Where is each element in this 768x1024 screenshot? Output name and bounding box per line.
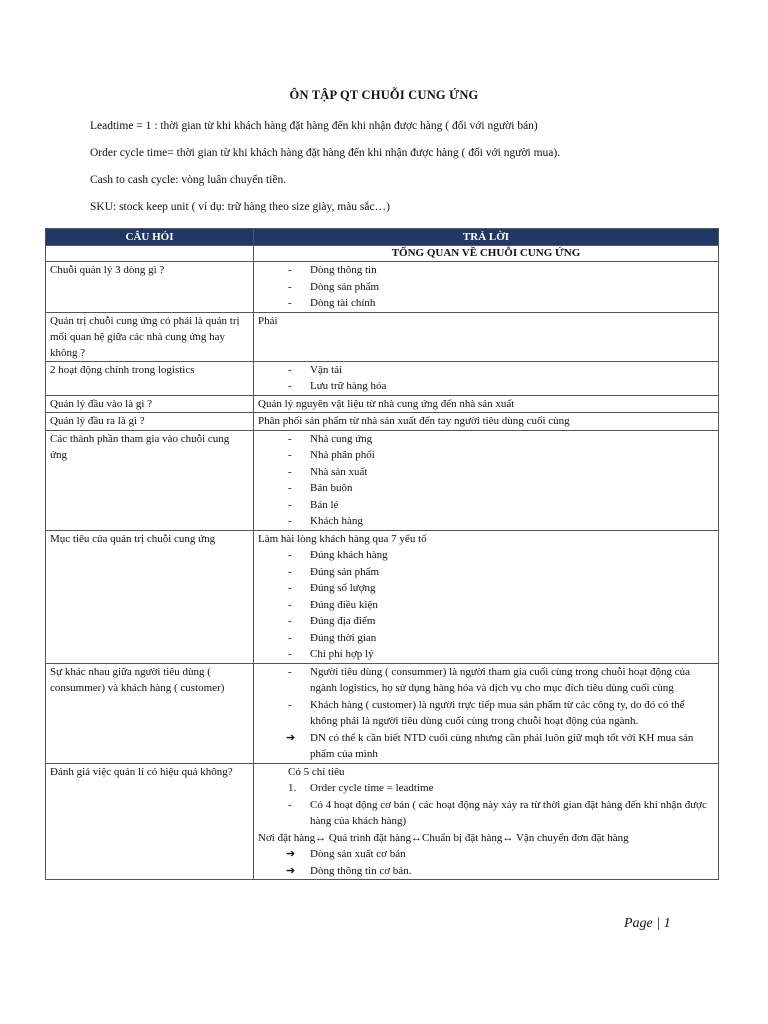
intro-leadtime: Leadtime = 1 : thời gian từ khi khách hàng đặt hàng đến khi nhận được hàng ( đối với người bán) (90, 120, 538, 132)
answer-cell (254, 663, 719, 763)
arrow-item (258, 730, 714, 763)
arrow-right-icon: ➔ (286, 731, 296, 744)
list-item: - Có 4 hoạt động cơ bản ( các hoạt động này xảy ra từ thời gian đặt hàng đến khi nhận được hàng của khách hàng) (258, 797, 714, 830)
answer-cell: Phải (254, 312, 719, 361)
table-row (46, 361, 719, 395)
header-answer: TRẢ LỜI (254, 229, 719, 246)
answer-lead: Có 5 chỉ tiêu (288, 765, 345, 778)
document-title: ÔN TẬP QT CHUỖI CUNG ỨNG (289, 88, 479, 102)
list-item: - Lưu trữ hàng hóa (258, 378, 714, 395)
answer-cell (254, 430, 719, 530)
table-header-row (46, 229, 719, 246)
list-item: - Người tiêu dùng ( consummer) là người tham gia cuối cùng trong chuỗi hoạt động của ngành logistics, họ sử dụng hàng hóa và dịch vụ cho mục đích tiêu dùng cuối cùng (258, 664, 714, 697)
question-cell: Sự khác nhau giữa người tiêu dùng ( consummer) và khách hàng ( customer) (46, 663, 254, 763)
answer-cell (254, 763, 719, 880)
arrow-item-text: Dòng sản xuất cơ bản (310, 848, 406, 860)
list-item: - Đúng khách hàng (258, 547, 714, 564)
table-row (46, 430, 719, 530)
arrow-item (258, 863, 714, 880)
arrow-item-text: Dòng thông tin cơ bản. (310, 864, 412, 877)
question-cell: 2 hoạt động chính trong logistics (46, 361, 254, 395)
question-cell: Đánh giá việc quản lí có hiệu quả không? (46, 763, 254, 880)
list-item: - Vận tải (258, 362, 714, 379)
list-item: - Khách hàng ( customer) là người trực tiếp mua sản phẩm từ các công ty, do đó có thể không phải là người tiêu dùng cuối cùng trong chuỗi hoạt động của ngành. (258, 697, 714, 730)
list-item: - Dòng sản phẩm (258, 279, 714, 296)
question-cell: Các thành phần tham gia vào chuỗi cung ứng (46, 430, 254, 530)
intro-sku: SKU: stock keep unit ( ví dụ: trữ hàng theo size giày, màu sắc…) (90, 201, 390, 213)
arrow-item-text: DN có thể k cần biết NTD cuối cùng nhưng cần phải luôn giữ mqh tốt với KH mua sản phẩm của mình (310, 731, 694, 760)
section-title: TỔNG QUAN VỀ CHUỖI CUNG ỨNG (254, 246, 719, 262)
arrow-right-icon: ➔ (286, 848, 296, 860)
list-item: - Dòng tài chính (258, 295, 714, 312)
answer-cell: Phân phối sản phẩm từ nhà sản xuất đến tay người tiêu dùng cuối cùng (254, 413, 719, 431)
section-row (46, 246, 719, 262)
intro-cash-cycle: Cash to cash cycle: vòng luân chuyển tiền. (90, 174, 287, 186)
list-item: - Bán lẻ (258, 497, 714, 514)
table-row (46, 312, 719, 361)
answer-cell (254, 361, 719, 395)
table-row (46, 262, 719, 313)
numbered-item (258, 780, 714, 797)
table-row (46, 763, 719, 880)
item-number: 1. (288, 782, 297, 794)
list-item: - Nhà cung ứng (258, 431, 714, 448)
list-item: - Nhà sản xuất (258, 464, 714, 481)
list-item: - Đúng sản phẩm (258, 564, 714, 581)
list-item: - Đúng số lượng (258, 580, 714, 597)
process-flow: Nơi đặt hàng↔ Quá trình đặt hàng↔Chuẩn bị đặt hàng↔ Vận chuyển đơn đặt hàng (258, 831, 629, 844)
arrow-right-icon: ➔ (286, 864, 296, 877)
question-cell: Quản trị chuỗi cung ứng có phải là quản trị mối quan hệ giữa các nhà cung ứng hay không ? (46, 312, 254, 361)
table-row (46, 413, 719, 431)
answer-cell: Quản lý nguyên vật liệu từ nhà cung ứng đến nhà sản xuất (254, 395, 719, 413)
list-item: - Đúng thời gian (258, 630, 714, 647)
qa-table (45, 228, 719, 880)
question-cell: Mục tiêu của quản trị chuỗi cung ứng (46, 530, 254, 663)
arrow-item (258, 846, 714, 863)
question-cell: Quản lý đầu ra là gì ? (46, 413, 254, 431)
numbered-item-text: Order cycle time = leadtime (310, 782, 434, 794)
header-question: CÂU HỎI (46, 229, 254, 246)
page-footer: Page | 1 (624, 916, 671, 931)
answer-cell (254, 262, 719, 313)
list-item: - Chi phí hợp lý (258, 646, 714, 663)
list-item: - Bán buôn (258, 480, 714, 497)
list-item: - Khách hàng (258, 513, 714, 530)
question-cell: Quản lý đầu vào là gì ? (46, 395, 254, 413)
intro-order-cycle: Order cycle time= thời gian từ khi khách hàng đặt hàng đến khi nhận được hàng ( đối với người mua). (90, 147, 561, 159)
question-cell: Chuỗi quản lý 3 dòng gì ? (46, 262, 254, 313)
answer-lead: Làm hài lòng khách hàng qua 7 yếu tố (258, 532, 427, 545)
table-row (46, 530, 719, 663)
list-item: - Đúng địa điểm (258, 613, 714, 630)
answer-cell (254, 530, 719, 663)
list-item: - Nhà phân phối (258, 447, 714, 464)
list-item: - Dòng thông tin (258, 262, 714, 279)
list-item: - Đúng điều kiện (258, 597, 714, 614)
table-row (46, 663, 719, 763)
table-row (46, 395, 719, 413)
